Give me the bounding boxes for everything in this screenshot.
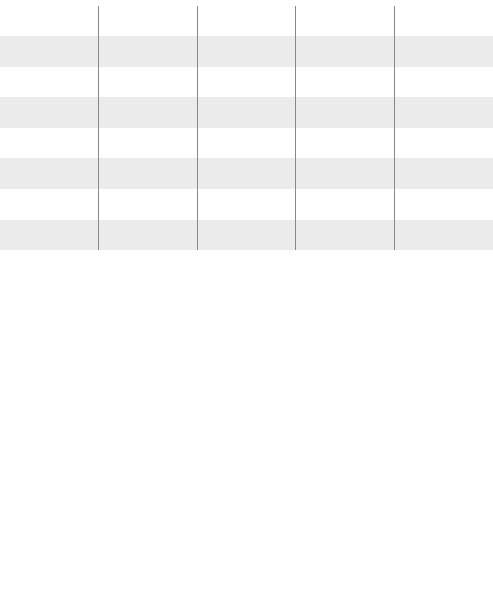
cell-total-length: [99, 97, 198, 128]
cell-total-length: [99, 128, 198, 159]
header-total-weight: [394, 6, 493, 36]
cell-total-length: [99, 158, 198, 189]
ramp-dimension-diagram: [0, 296, 493, 608]
header-rise: [0, 6, 99, 36]
cell-rise: [0, 158, 99, 189]
cell-rise: [0, 189, 99, 220]
cell-total-length: [99, 189, 198, 220]
cell-usable-width: [197, 67, 296, 98]
table-header-row: [0, 6, 493, 36]
cell-overall-width: [296, 128, 395, 159]
cell-total-length: [99, 220, 198, 251]
table-row: [0, 220, 493, 251]
cell-overall-width: [296, 158, 395, 189]
cell-total-length: [99, 36, 198, 67]
cell-total-weight: [394, 67, 493, 98]
cell-rise: [0, 128, 99, 159]
header-usable-width: [197, 6, 296, 36]
cell-usable-width: [197, 220, 296, 251]
cell-usable-width: [197, 128, 296, 159]
cell-overall-width: [296, 189, 395, 220]
cell-total-weight: [394, 36, 493, 67]
cell-overall-width: [296, 67, 395, 98]
table-row: [0, 189, 493, 220]
cell-rise: [0, 67, 99, 98]
cell-usable-width: [197, 158, 296, 189]
cell-rise: [0, 36, 99, 67]
cell-rise: [0, 97, 99, 128]
cell-overall-width: [296, 97, 395, 128]
cell-total-weight: [394, 189, 493, 220]
cell-total-weight: [394, 158, 493, 189]
cell-total-weight: [394, 220, 493, 251]
cell-total-weight: [394, 128, 493, 159]
cell-usable-width: [197, 36, 296, 67]
spec-table: [0, 6, 493, 250]
table-row: [0, 67, 493, 98]
table-row: [0, 158, 493, 189]
cell-overall-width: [296, 220, 395, 251]
table-row: [0, 36, 493, 67]
header-total-length: [99, 6, 198, 36]
table-row: [0, 97, 493, 128]
table-row: [0, 128, 493, 159]
header-overall-width: [296, 6, 395, 36]
cell-total-weight: [394, 97, 493, 128]
cell-usable-width: [197, 189, 296, 220]
cell-total-length: [99, 67, 198, 98]
cell-rise: [0, 220, 99, 251]
cell-usable-width: [197, 97, 296, 128]
cell-overall-width: [296, 36, 395, 67]
